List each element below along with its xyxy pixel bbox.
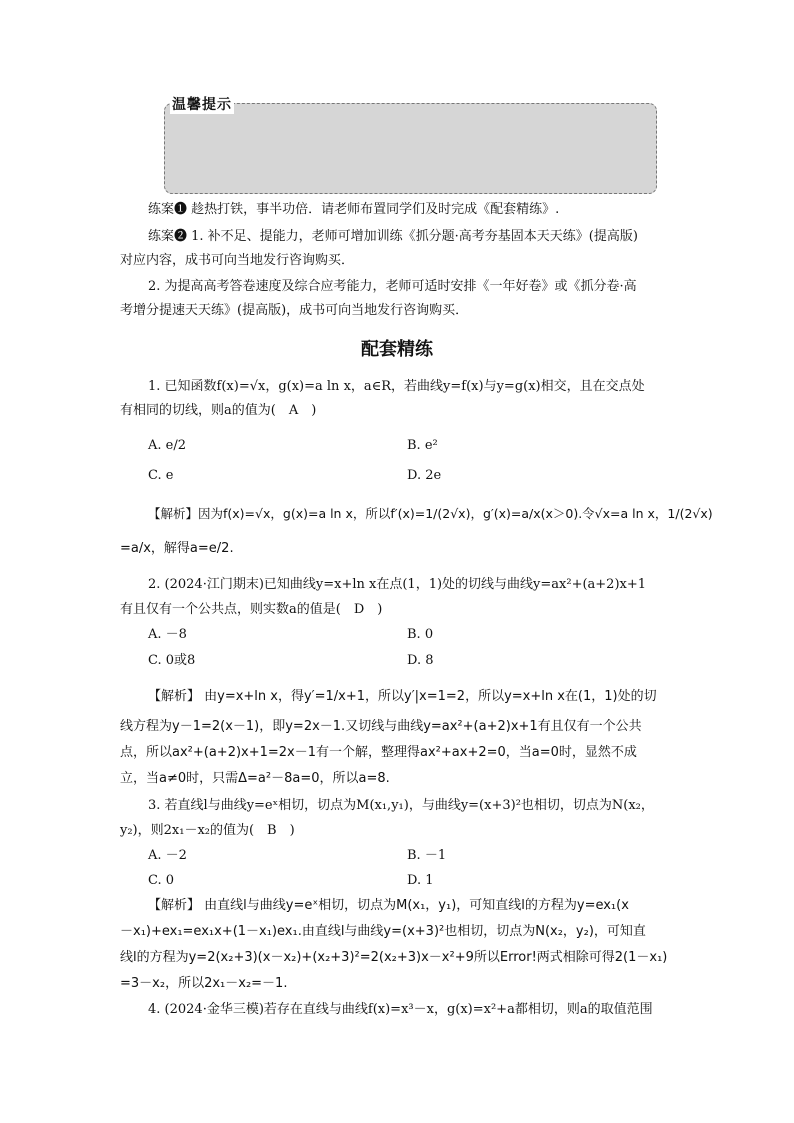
q2-option-c: C. 0或8 [148,653,196,668]
q4-line1: 4. (2024·金华三模)若存在直线与曲线f(x)=x³－x，g(x)=x²+a都相切，则a的取值范围 [148,1002,653,1017]
q1-option-d: D. 2e [407,468,442,483]
q3-option-a: A. －2 [148,848,187,863]
q2-analysis-line4: 立，当a≠0时，只需Δ=a²－8a=0，所以a=8. [120,771,390,786]
q3-line1: 3. 若直线l与曲线y=eˣ相切，切点为M(x₁,y₁)，与曲线y=(x+3)²也相切，切点为N(x₂， [148,798,654,813]
q2-analysis-line2: 线方程为y－1=2(x－1)，即y=2x－1.又切线与曲线y=ax²+(a+2)x+1有且仅有一个公共 [120,719,642,734]
section-title: 配套精练 [361,339,433,360]
q2-line2: 有且仅有一个公共点，则实数a的值是( D ) [120,602,383,617]
q3-option-d: D. 1 [407,873,434,888]
tip-box [164,103,657,194]
lianan2-line4: 考增分提速天天练》(提高版)，成书可向当地发行咨询购买． [120,303,469,318]
q1-analysis-line1: 【解析】因为f(x)=√x，g(x)=a ln x，所以f′(x)=1/(2√x)，g′(x)=a/x(x＞0).令√x=a ln x，1/(2√x) [148,506,713,521]
q2-analysis-line3: 点，所以ax²+(a+2)x+1=2x－1有一个解，整理得ax²+ax+2=0，当a=0时，显然不成 [120,745,637,760]
q1-option-c: C. e [148,468,174,483]
q2-line1: 2. (2024·江门期末)已知曲线y=x+ln x在点(1，1)处的切线与曲线y=ax²+(a+2)x+1 [148,577,647,592]
q2-option-a: A. －8 [148,627,187,642]
q3-option-b: B. －1 [407,848,447,863]
lianan2-line3: 2. 为提高高考答卷速度及综合应考能力，老师可适时安排《一年好卷》或《抓分卷·高 [148,279,637,294]
lianan2-line2: 对应内容，成书可向当地发行咨询购买． [120,253,355,268]
q1-option-a: A. e/2 [148,438,186,453]
lianan2-line1: 练案❷ 1. 补不足、提能力，老师可增加训练《抓分题·高考夯基固本天天练》(提高版) [148,229,638,244]
q3-analysis-line3: 线l的方程为y=2(x₂+3)(x－x₂)+(x₂+3)²=2(x₂+3)x－x²+9所以Error!两式相除可得2(1－x₁) [120,950,668,965]
q1-line1: 1. 已知函数f(x)=√x，g(x)=a ln x，a∈R，若曲线y=f(x)与y=g(x)相交，且在交点处 [148,379,645,394]
lianan1-line: 练案❶ 趁热打铁，事半功倍．请老师布置同学们及时完成《配套精练》. [148,202,560,217]
q1-option-b: B. e² [407,438,438,453]
q1-line2: 有相同的切线，则a的值为( A ) [120,403,317,418]
q2-analysis-line1: 【解析】 由y=x+ln x，得y′=1/x+1，所以y′|x=1=2，所以y=x+ln x在(1，1)处的切 [148,689,657,704]
tip-label: 温馨提示 [170,94,234,114]
q2-option-b: B. 0 [407,627,434,642]
q3-analysis-line2: －x₁)+ex₁=ex₁x+(1－x₁)ex₁.由直线l与曲线y=(x+3)²也相切，切点为N(x₂，y₂)，可知直 [120,924,646,939]
q1-analysis-line2: =a/x，解得a=e/2. [120,541,234,556]
q3-analysis-line4: =3－x₂，所以2x₁－x₂=－1. [120,976,288,991]
q2-option-d: D. 8 [407,653,434,668]
q3-option-c: C. 0 [148,873,175,888]
q3-analysis-line1: 【解析】 由直线l与曲线y=eˣ相切，切点为M(x₁，y₁)，可知直线l的方程为y=ex₁(x [148,898,629,913]
q3-line2: y₂)，则2x₁－x₂的值为( B ) [120,823,295,838]
